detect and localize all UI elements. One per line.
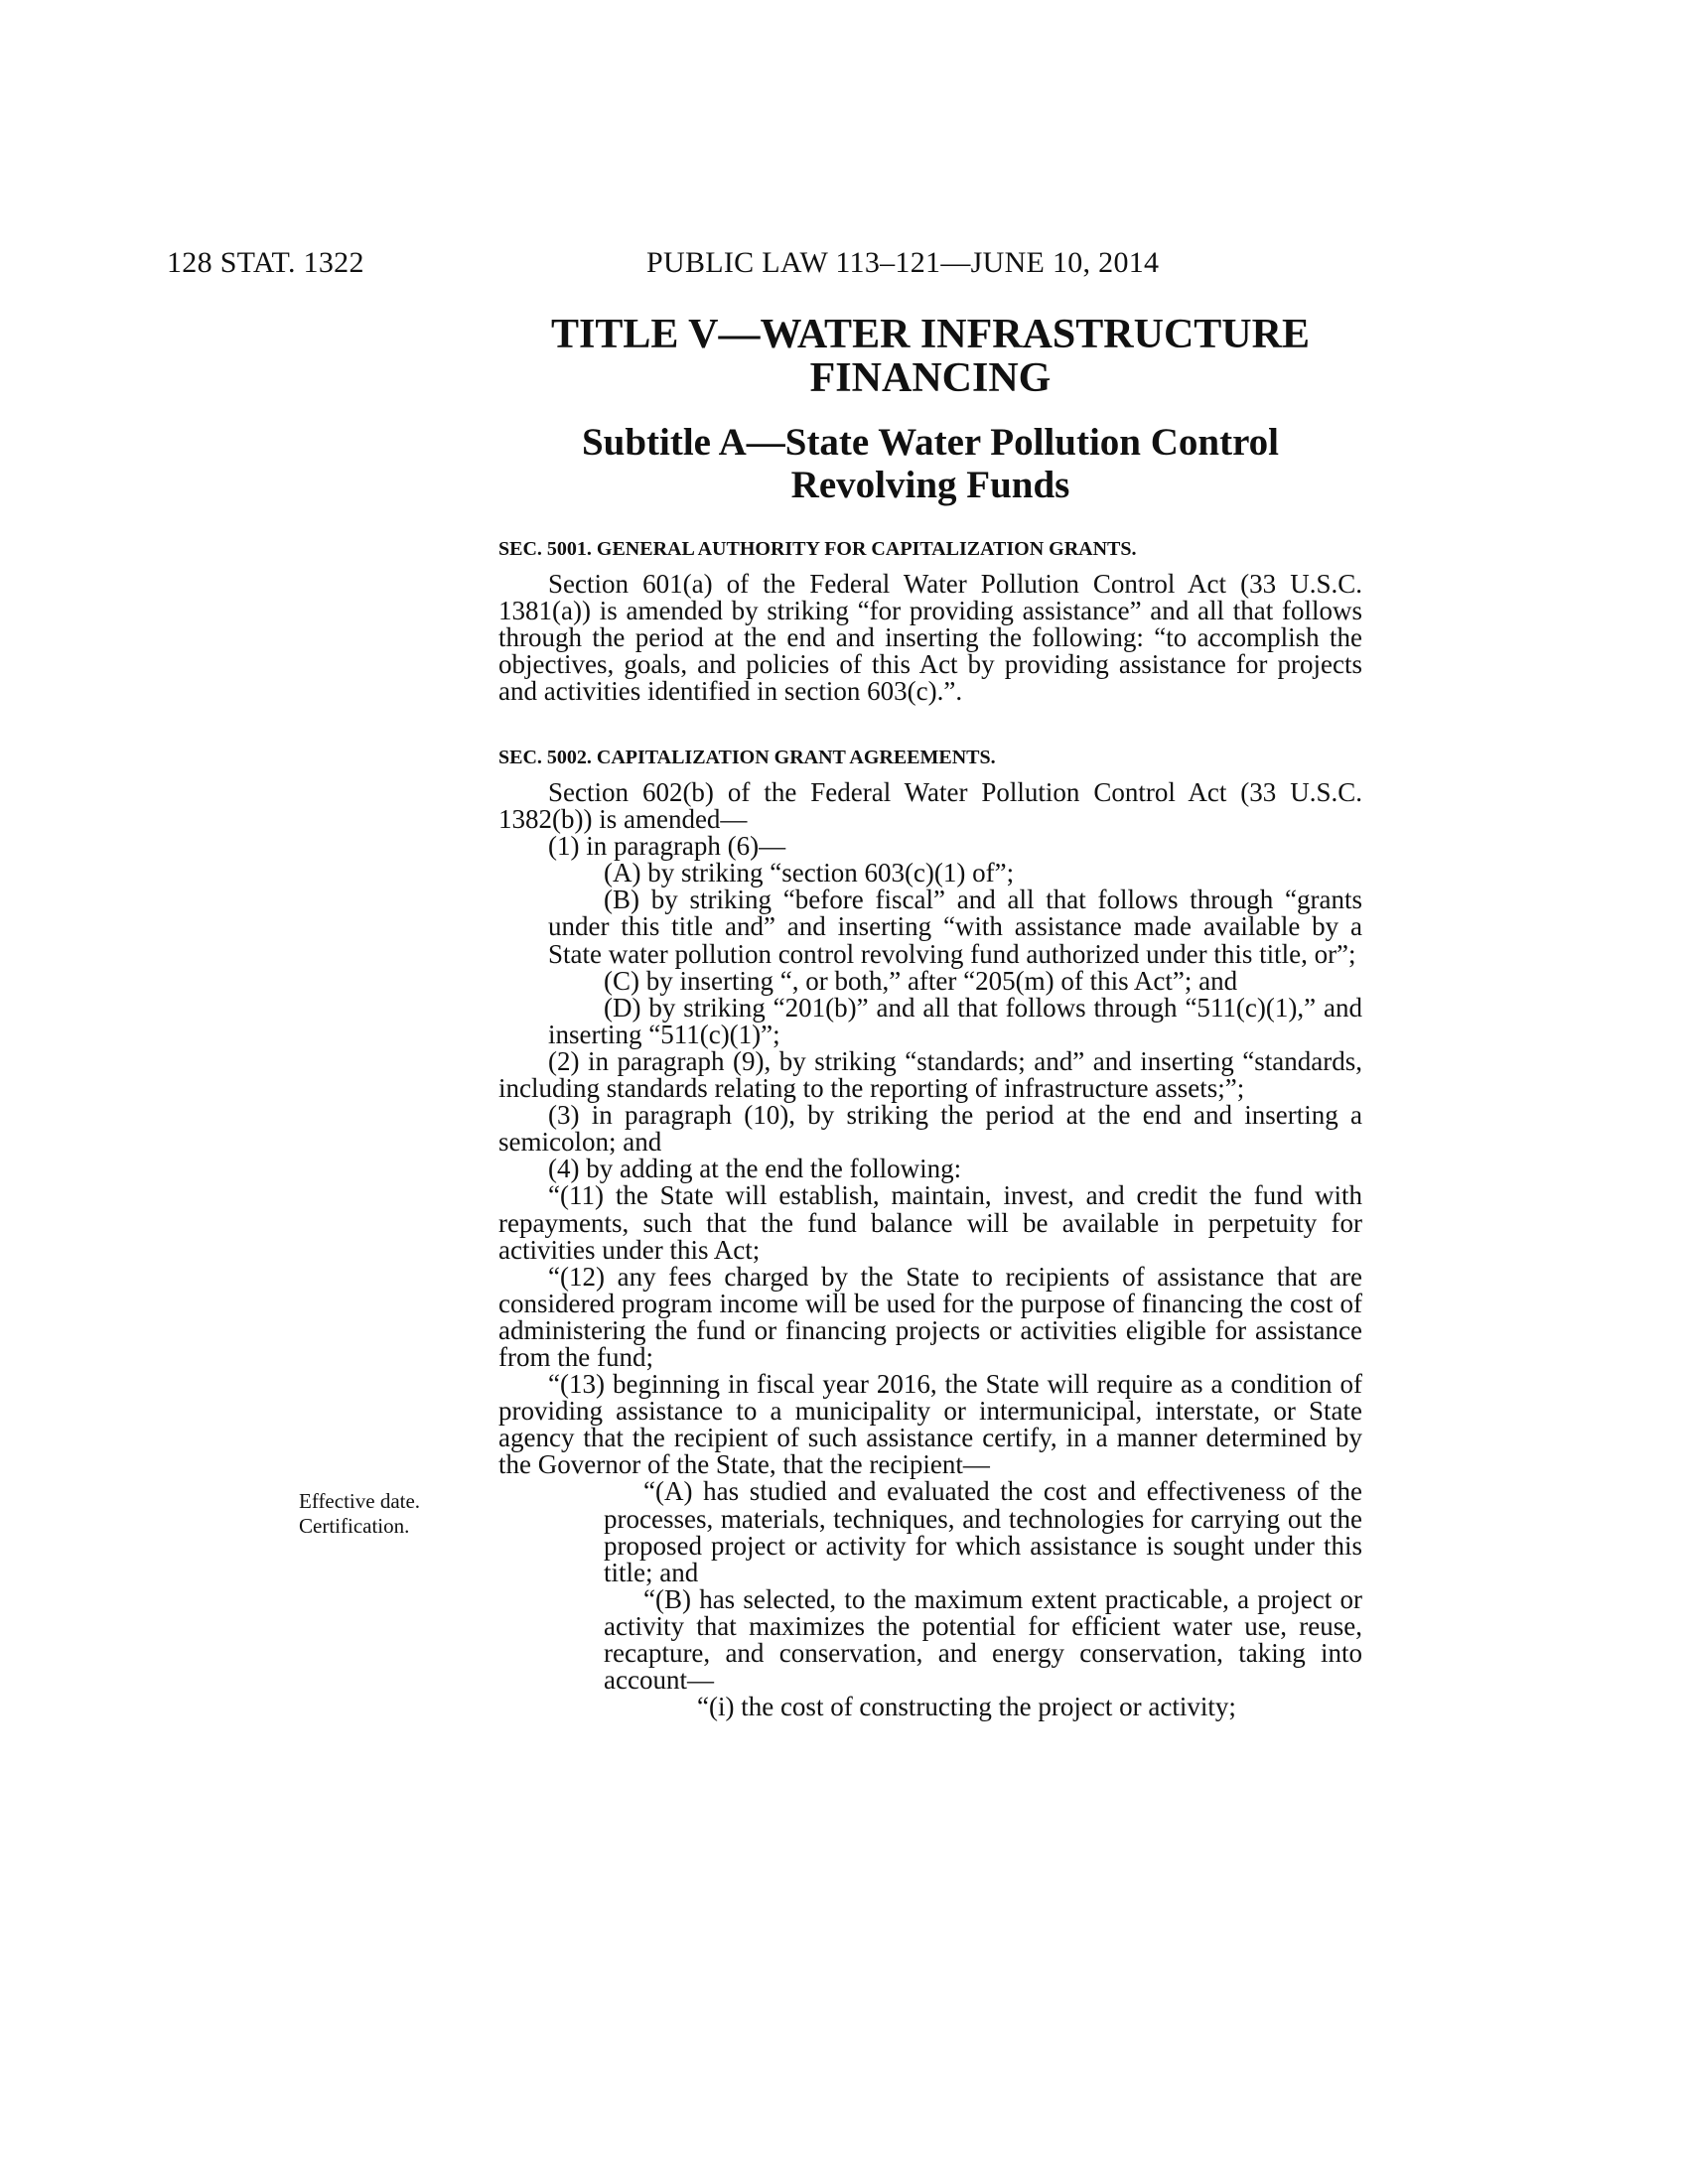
stat-page-number: 128 STAT. 1322 [167,246,364,279]
sec-5001-body [498,571,1362,705]
quoted-paragraph-11: “(11) the State will establish, maintain, invest, and credit the fund with repayments, such that the fund balance will be available in perpetuity for activities under this Act; [498,1180,1362,1265]
paragraph-1-D: (D) by striking “201(b)” and all that follows through “511(c)(1),” and inserting “511(c)(1)”; [548,992,1362,1049]
quoted-subparagraph-B: “(B) has selected, to the maximum extent practicable, a project or activity that maximizes the potential for efficient water use, reuse, recapture, and conservation, and energy conservation, taking into account— [604,1583,1362,1696]
margin-note-effective-date: Effective date. [299,1489,421,1513]
paragraph-1-B: (B) by striking “before fiscal” and all that follows through “grants under this title and” and inserting “with assistance made available by a State water pollution control revolving fund authorized under this title, or”; [548,885,1362,969]
title-line-2: FINANCING [809,355,1052,401]
paragraph-1: (1) in paragraph (6)— [548,831,786,862]
sec-5001-heading: SEC. 5001. GENERAL AUTHORITY FOR CAPITALIZATION GRANTS. [498,538,1137,560]
public-law-citation: PUBLIC LAW 113–121—JUNE 10, 2014 [646,246,1160,279]
sec-5002-body [498,779,1362,1720]
margin-note-certification: Certification. [299,1514,410,1538]
paragraph-2: (2) in paragraph (9), by striking “standards; and” and inserting “standards, including standards relating to the reporting of infrastructure assets;”; [498,1045,1362,1104]
quoted-paragraph-13: “(13) beginning in fiscal year 2016, the State will require as a condition of providing assistance to a municipality or intermunicipal, interstate, or State agency that the recipient of such assistance certify, in a manner determined by the Governor of the State, that the recipient— [498,1369,1362,1480]
quoted-subparagraph-A: “(A) has studied and evaluated the cost and effectiveness of the processes, materials, techniques, and technologies for carrying out the proposed project or activity for which assistance is sought under this title; and [604,1476,1362,1587]
sec-5002-heading: SEC. 5002. CAPITALIZATION GRANT AGREEMENTS. [498,747,996,768]
margin-note [299,1489,420,1539]
quoted-paragraph-12: “(12) any fees charged by the State to recipients of assistance that are considered program income will be used for the purpose of financing the cost of administering the fund or financing projects or activities eligible for assistance from the fund; [498,1261,1362,1372]
sec-5001-paragraph: Section 601(a) of the Federal Water Pollution Control Act (33 U.S.C. 1381(a)) is amended by striking “for providing assistance” and all that follows through the period at the end and inserting the following: “to accomplish the objectives, goals, and policies of this Act by providing assistance for projects and activities identified in section 603(c).”. [498,569,1362,707]
subtitle-heading [498,421,1362,506]
paragraph-1-C: (C) by inserting “, or both,” after “205(m) of this Act”; and [604,965,1238,996]
paragraph-4: (4) by adding at the end the following: [548,1154,962,1184]
paragraph-3: (3) in paragraph (10), by striking the period at the end and inserting a semicolon; and [498,1100,1362,1158]
paragraph-1-A: (A) by striking “section 603(c)(1) of”; [604,858,1015,888]
title-heading [498,313,1362,400]
subtitle-line-2: Revolving Funds [790,464,1070,506]
title-line-1: TITLE V—WATER INFRASTRUCTURE [551,312,1310,357]
quoted-clause-i: “(i) the cost of constructing the project or activity; [697,1692,1236,1722]
sec-5002-intro: Section 602(b) of the Federal Water Pollution Control Act (33 U.S.C. 1382(b)) is amended— [498,777,1362,835]
subtitle-line-1: Subtitle A—State Water Pollution Control [581,421,1280,464]
